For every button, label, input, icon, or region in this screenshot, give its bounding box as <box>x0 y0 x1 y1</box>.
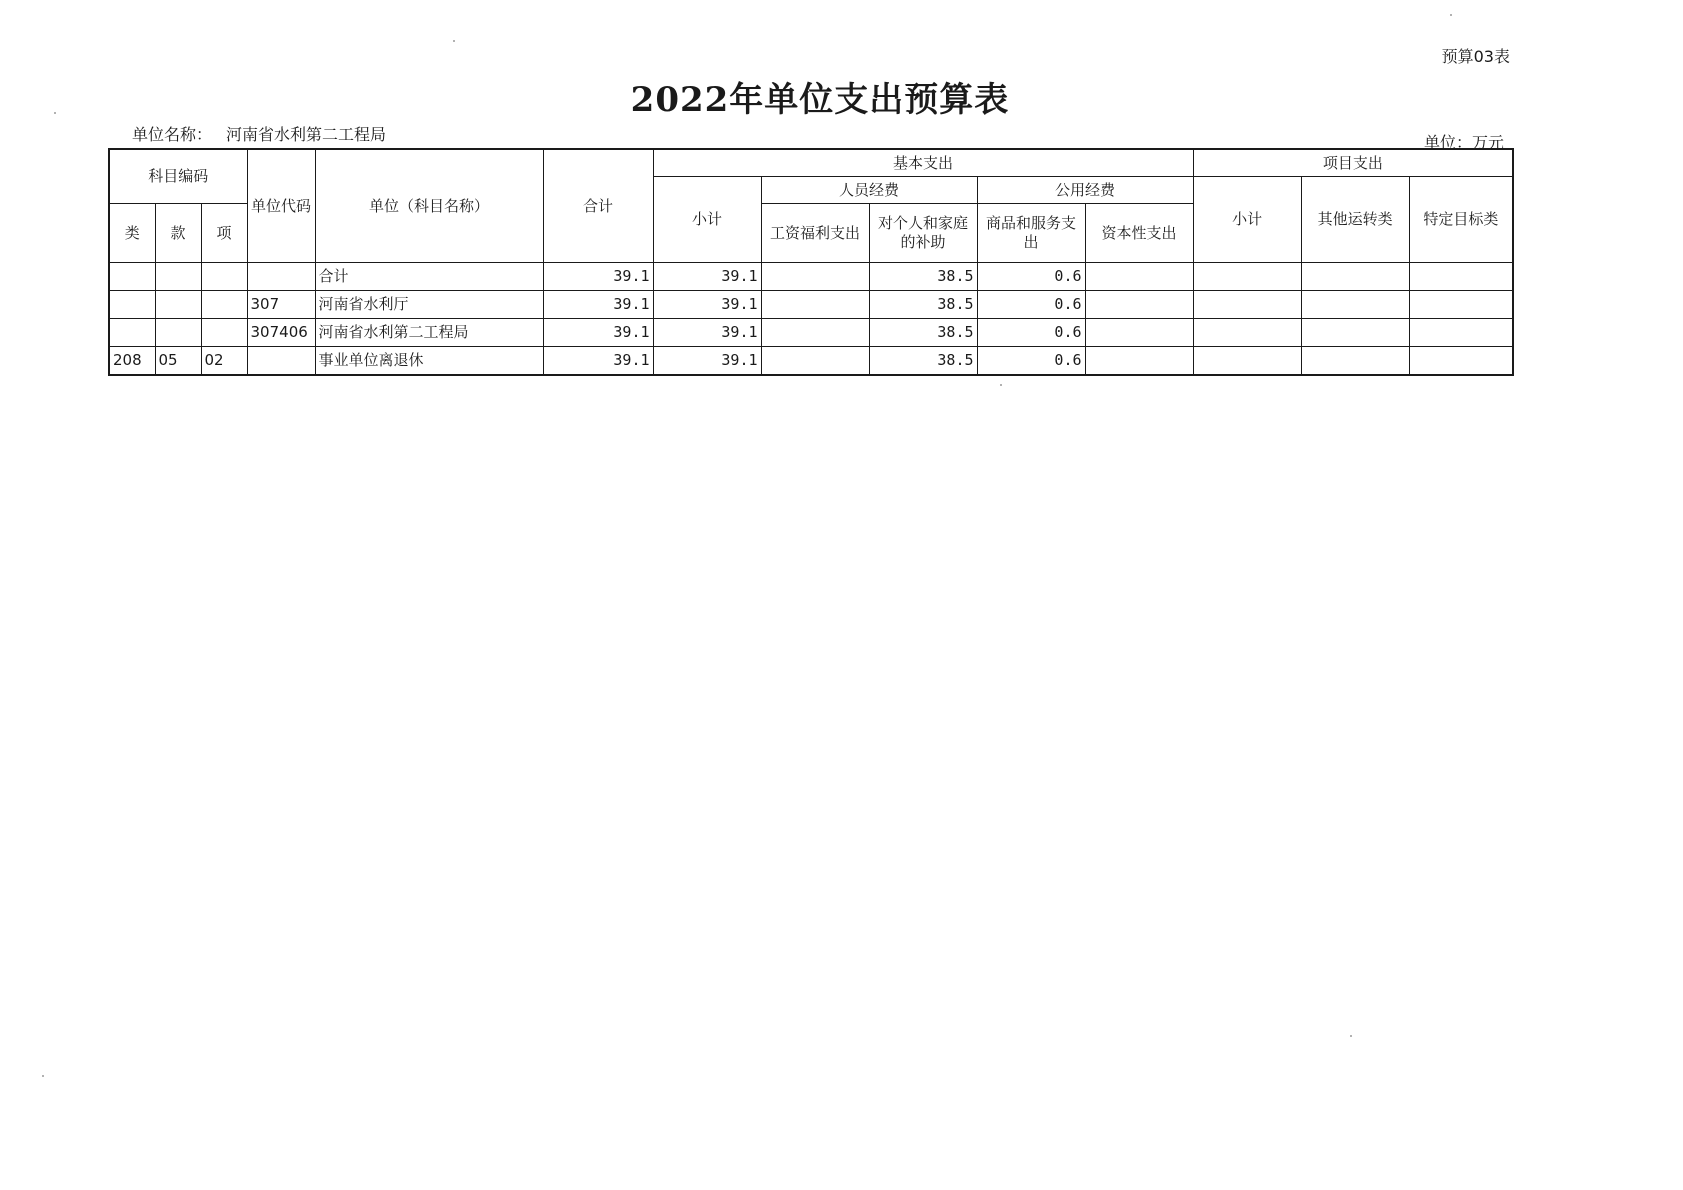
cell-xiang: 02 <box>201 347 247 376</box>
cell-kuan <box>155 319 201 347</box>
header-capital-expenditure: 资本性支出 <box>1085 204 1193 263</box>
header-xiang: 项 <box>201 204 247 263</box>
unit-name-line <box>132 122 386 145</box>
cell-unit-code: 307 <box>247 291 315 319</box>
table-row <box>109 319 1513 347</box>
header-total: 合计 <box>543 149 653 263</box>
table-row <box>109 263 1513 291</box>
header-row-1 <box>109 149 1513 177</box>
cell-subsidy-individual: 38.5 <box>869 263 977 291</box>
cell-capital <box>1085 347 1193 376</box>
scan-speck <box>1350 1035 1352 1037</box>
cell-subsidy-individual: 38.5 <box>869 347 977 376</box>
cell-subsidy-individual: 38.5 <box>869 291 977 319</box>
cell-goods-services: 0.6 <box>977 291 1085 319</box>
cell-salary-welfare <box>761 291 869 319</box>
cell-kuan: 05 <box>155 347 201 376</box>
cell-lei <box>109 263 155 291</box>
cell-name: 河南省水利厅 <box>315 291 543 319</box>
header-project-subtotal: 小计 <box>1193 177 1301 263</box>
cell-other-transfer <box>1301 319 1409 347</box>
cell-goods-services: 0.6 <box>977 263 1085 291</box>
cell-capital <box>1085 319 1193 347</box>
cell-lei <box>109 319 155 347</box>
header-lei: 类 <box>109 204 155 263</box>
cell-specific-target <box>1409 347 1513 376</box>
cell-basic-subtotal: 39.1 <box>653 263 761 291</box>
currency-unit: 单位：万元 <box>1423 133 1504 152</box>
cell-name: 合计 <box>315 263 543 291</box>
cell-specific-target <box>1409 291 1513 319</box>
scan-speck <box>453 40 455 42</box>
cell-project-subtotal <box>1193 263 1301 291</box>
cell-specific-target <box>1409 319 1513 347</box>
header-salary-welfare: 工资福利支出 <box>761 204 869 263</box>
cell-basic-subtotal: 39.1 <box>653 319 761 347</box>
header-unit-subject-name: 单位（科目名称） <box>315 149 543 263</box>
document-title: 2022年单位支出预算表 <box>630 80 1010 120</box>
cell-xiang <box>201 319 247 347</box>
cell-lei: 208 <box>109 347 155 376</box>
scan-speck <box>42 1075 44 1077</box>
header-subject-code: 科目编码 <box>109 149 247 204</box>
cell-name: 事业单位离退休 <box>315 347 543 376</box>
cell-name: 河南省水利第二工程局 <box>315 319 543 347</box>
form-number: 预算03表 <box>1441 47 1510 66</box>
cell-total: 39.1 <box>543 319 653 347</box>
cell-basic-subtotal: 39.1 <box>653 291 761 319</box>
cell-other-transfer <box>1301 263 1409 291</box>
cell-specific-target <box>1409 263 1513 291</box>
cell-unit-code <box>247 263 315 291</box>
cell-salary-welfare <box>761 263 869 291</box>
header-basic-subtotal: 小计 <box>653 177 761 263</box>
cell-capital <box>1085 263 1193 291</box>
header-personnel-expense: 人员经费 <box>761 177 977 204</box>
cell-subsidy-individual: 38.5 <box>869 319 977 347</box>
header-goods-services: 商品和服务支出 <box>977 204 1085 263</box>
unit-name-value: 河南省水利第二工程局 <box>226 125 387 144</box>
header-kuan: 款 <box>155 204 201 263</box>
cell-total: 39.1 <box>543 347 653 376</box>
cell-basic-subtotal: 39.1 <box>653 347 761 376</box>
cell-other-transfer <box>1301 347 1409 376</box>
header-public-expense: 公用经费 <box>977 177 1193 204</box>
cell-total: 39.1 <box>543 291 653 319</box>
cell-lei <box>109 291 155 319</box>
budget-table <box>108 148 1514 376</box>
cell-salary-welfare <box>761 319 869 347</box>
header-specific-target: 特定目标类 <box>1409 177 1513 263</box>
cell-xiang <box>201 291 247 319</box>
cell-capital <box>1085 291 1193 319</box>
header-project-expenditure: 项目支出 <box>1193 149 1513 177</box>
unit-name-label: 单位名称： <box>132 125 213 144</box>
header-unit-code: 单位代码 <box>247 149 315 263</box>
cell-project-subtotal <box>1193 319 1301 347</box>
scan-speck <box>1450 14 1452 16</box>
table-row <box>109 347 1513 376</box>
cell-project-subtotal <box>1193 291 1301 319</box>
scan-speck <box>1000 384 1002 386</box>
cell-goods-services: 0.6 <box>977 347 1085 376</box>
header-other-transfer: 其他运转类 <box>1301 177 1409 263</box>
header-subsidy-individual: 对个人和家庭的补助 <box>869 204 977 263</box>
cell-total: 39.1 <box>543 263 653 291</box>
cell-kuan <box>155 263 201 291</box>
scan-speck <box>54 112 56 114</box>
cell-kuan <box>155 291 201 319</box>
cell-other-transfer <box>1301 291 1409 319</box>
cell-goods-services: 0.6 <box>977 319 1085 347</box>
cell-unit-code <box>247 347 315 376</box>
cell-salary-welfare <box>761 347 869 376</box>
header-basic-expenditure: 基本支出 <box>653 149 1193 177</box>
cell-unit-code: 307406 <box>247 319 315 347</box>
cell-xiang <box>201 263 247 291</box>
table-row <box>109 291 1513 319</box>
cell-project-subtotal <box>1193 347 1301 376</box>
